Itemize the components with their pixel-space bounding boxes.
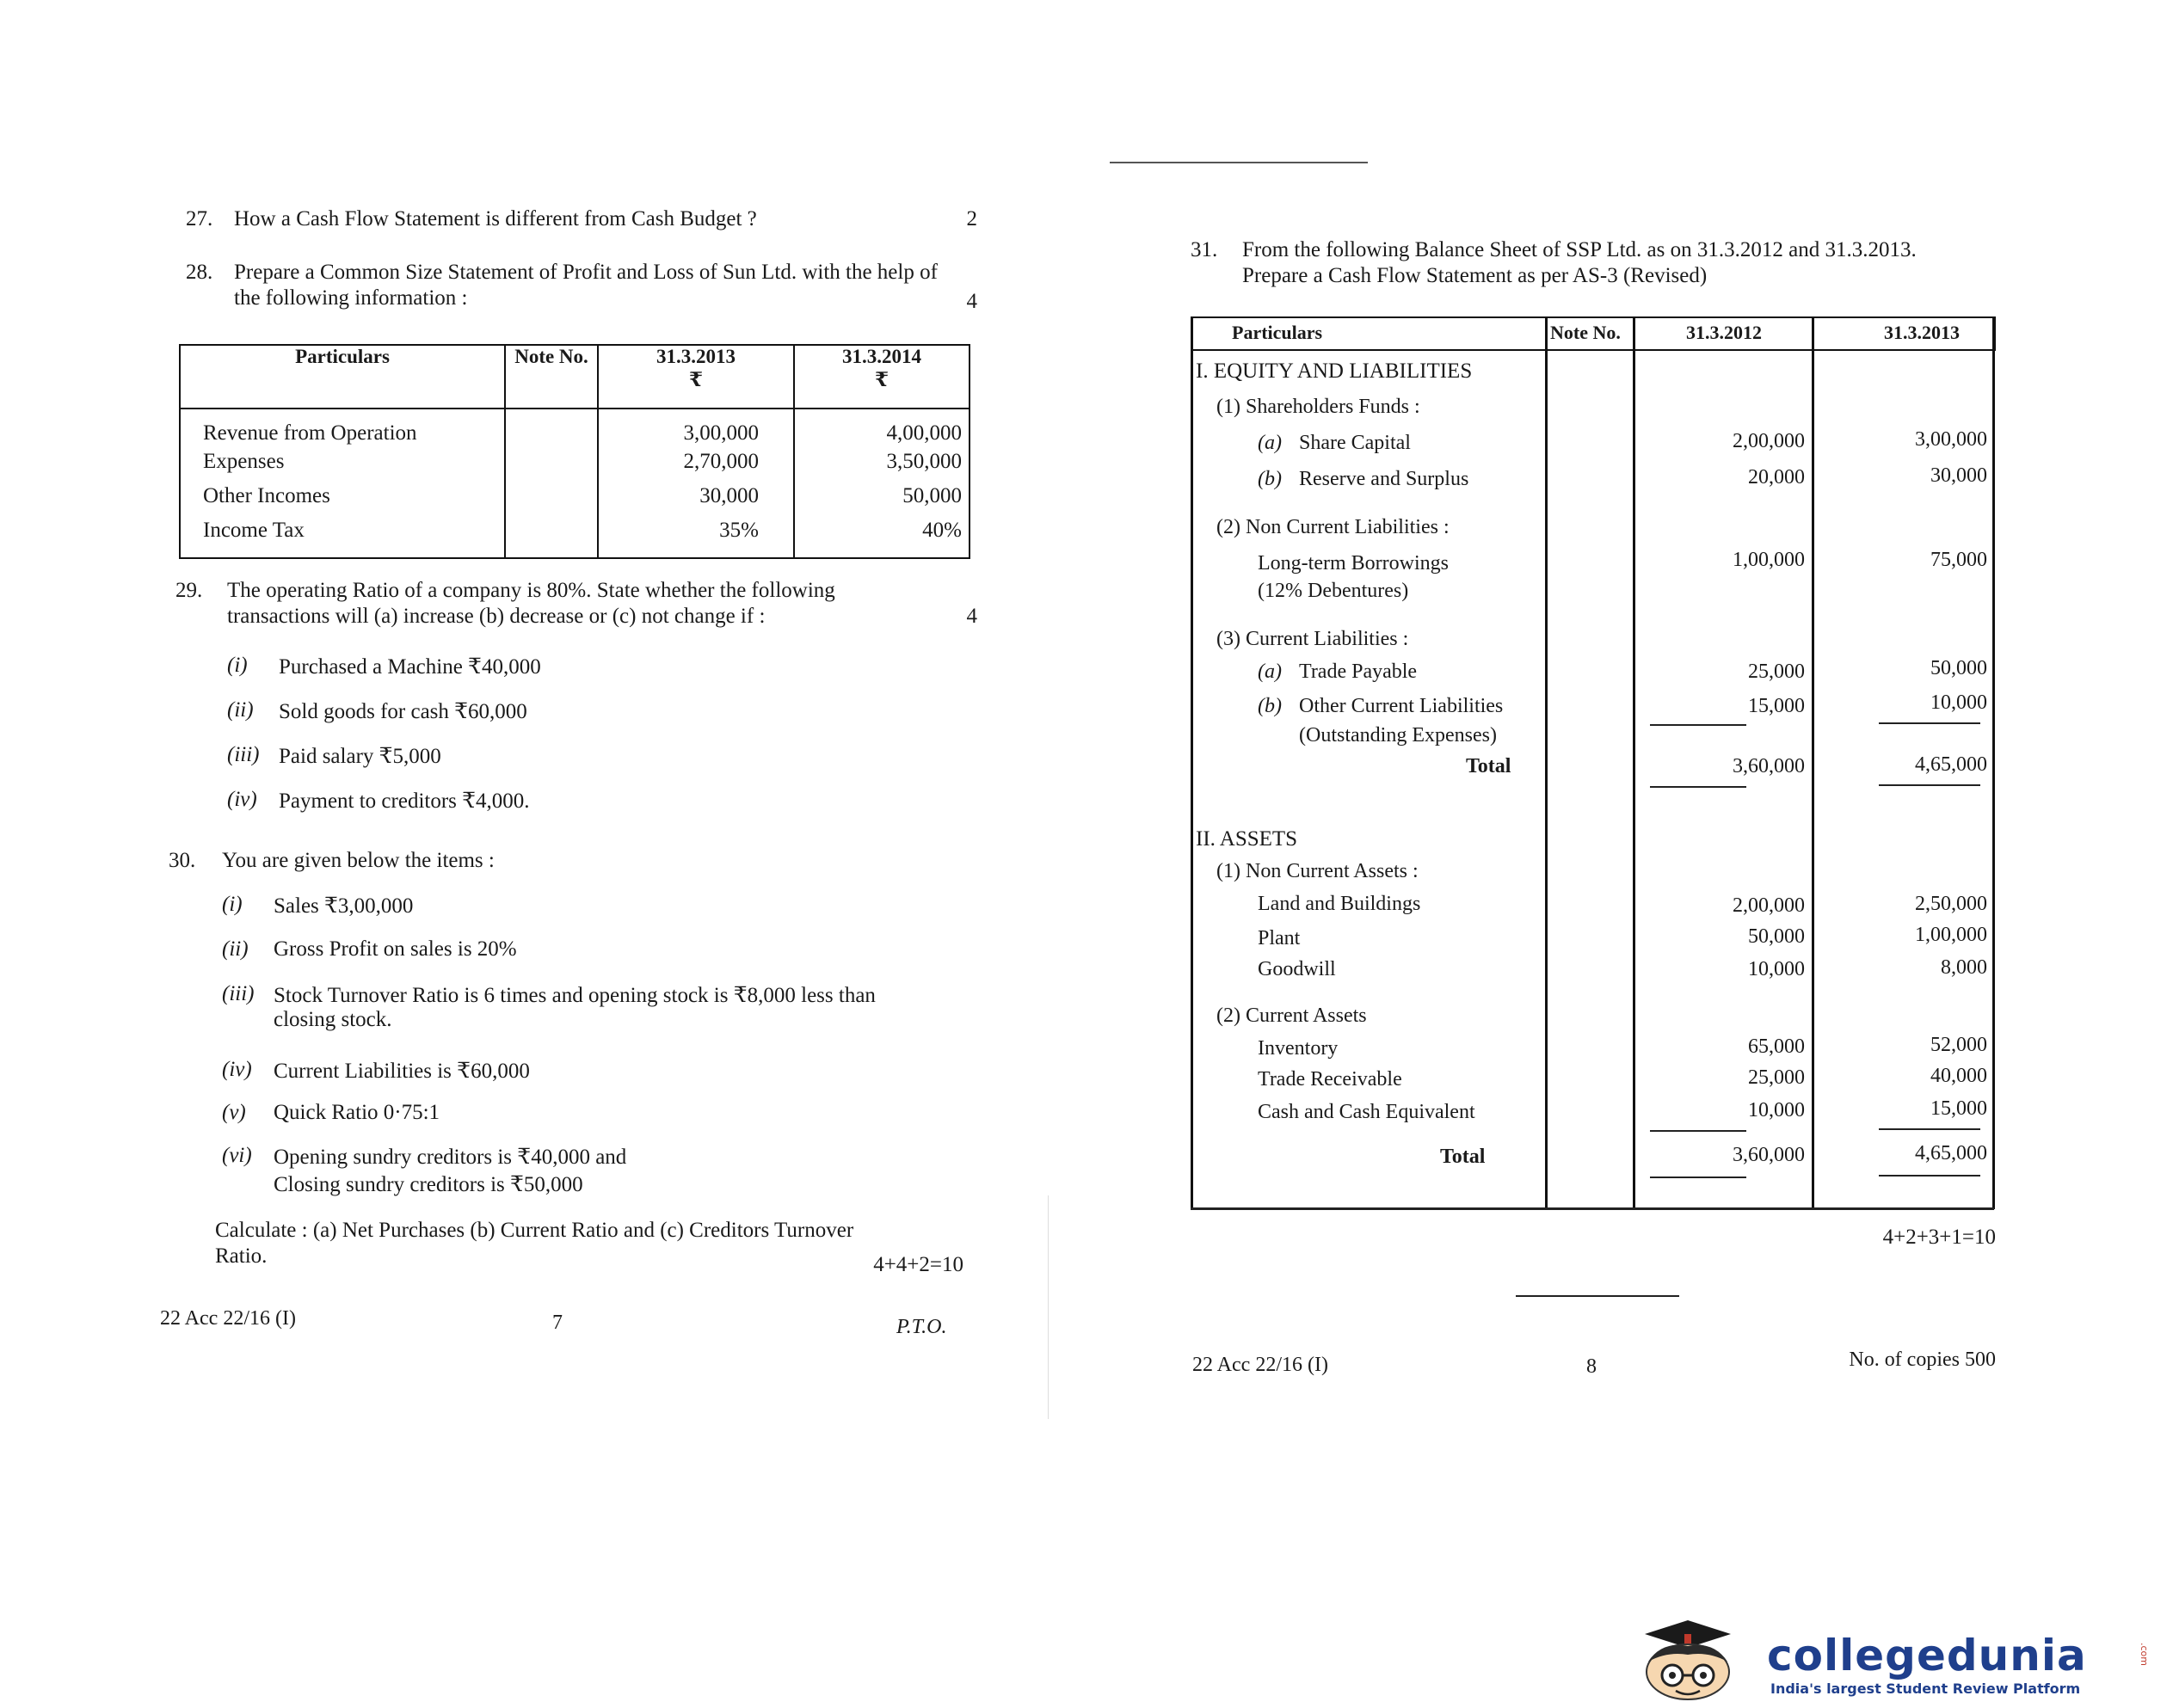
table-row: Other Incomes 30,000 50,000	[180, 484, 970, 519]
table-row: Expenses 2,70,000 3,50,000	[180, 450, 970, 484]
marks: 4	[966, 605, 977, 628]
profit-loss-table	[179, 344, 970, 559]
table-header: Note No.	[505, 345, 598, 409]
copies-label: No. of copies 500	[1849, 1349, 1996, 1371]
table-row: Revenue from Operation 3,00,000 4,00,000	[180, 409, 970, 450]
page-number: 8	[1586, 1355, 1597, 1378]
page-number: 7	[552, 1312, 563, 1334]
question-31: 31. From the following Balance Sheet of SSP Ltd. as on 31.3.2012 and 31.3.2013. Prepare a Cash Flow Statement as per AS-3 (Revised)	[1191, 238, 1917, 287]
marks: 4+2+3+1=10	[1882, 1226, 1996, 1249]
left-page: 27. How a Cash Flow Statement is different from Cash Budget ? 2 28. Prepare a Common Size Statement of Profit and Loss of Sun Ltd. with the help of the following information : 4 Particulars Note No. 31.3.2013 ₹ 31.3.2014 ₹ Revenue from Operation 3,00,000 4,00,000 Expenses 2,70,000 3,50,000 Other Incomes 30,000 50,000 Income Tax 35% 40% 29. The operating Ratio of a company is 80%. State whether the following transactions will (a) increase (b) decrease or (c) not change if : 4 (i) Purchased a Machine ₹40,000 (ii) Sold goods for cash ₹60,000 (iii) Paid salary ₹5,000 (iv) Payment to creditors ₹4,000. 30. You are given below the items : (i) Sales ₹3,00,000 (ii) Gross Profit on sales is 20% (iii) Stock Turnover Ratio is 6 times and opening stock is ₹8,000 less than closing stock. (iv) Current Liabilities is ₹60,000 (v) Quick Ratio 0·75:1 (vi) Opening sundry creditors is ₹40,000 and Closing sundry creditors is ₹50,000 Calculate : (a) Net Purchases (b) Current Ratio and (c) Creditors Turnover Ratio. 4+4+2=10 22 Acc 22/16 (I) 7 P.T.O.	[160, 207, 977, 1338]
table-row: Income Tax 35% 40%	[180, 519, 970, 558]
table-header: 31.3.2013	[1884, 322, 1960, 343]
brand-tagline: India's largest Student Review Platform	[1770, 1680, 2081, 1697]
table-header: Particulars	[1232, 322, 1323, 343]
brand-name: collegedunia	[1767, 1631, 2087, 1680]
divider	[1516, 1295, 1679, 1297]
question-29: 29. The operating Ratio of a company is 80%. State whether the following transactions will (a) increase (b) decrease or (c) not change if : 4	[175, 579, 977, 628]
page-fold	[1048, 1195, 1049, 1419]
section-heading: I. EQUITY AND LIABILITIES	[1196, 359, 1473, 383]
question-28: 28. Prepare a Common Size Statement of Profit and Loss of Sun Ltd. with the help of the following information : 4	[186, 261, 977, 313]
table-header: 31.3.2014 ₹	[794, 345, 970, 409]
table-header: 31.3.2013 ₹	[598, 345, 794, 409]
marks: 4	[966, 290, 977, 313]
table-header: 31.3.2012	[1686, 322, 1762, 343]
table-header: Note No.	[1550, 322, 1621, 343]
brand-logo	[1619, 1617, 2170, 1703]
calculate-instruction: Calculate : (a) Net Purchases (b) Current Ratio and (c) Creditors Turnover Ratio. 4+4+2=10	[215, 1219, 963, 1276]
right-page: 31. From the following Balance Sheet of SSP Ltd. as on 31.3.2012 and 31.3.2013. Prepare a Cash Flow Statement as per AS-3 (Revised) Particulars Note No. 31.3.2012 31.3.2013 I. EQUITY AND LIABILITIES (1) Shareholders Funds : (a) Share Capital 2,00,000 3,00,000 (b) Reserve and Surplus 20,000 30,000 (2) Non Current Liabilities : Long-term Borrowings (12% Debentures) 1,00,000 75,000 (3) Current Liabilities : (a) Trade Payable 25,000 50,000 (b) Other Current Liabilities (Outstanding Expenses) 15,000 10,000 Total 3,60,000 4,65,000 II. ASSETS (1) Non Current Assets : Land and Buildings 2,00,000 2,50,000 Plant 50,000 1,00,000 Goodwill 10,000 8,000 (2) Current Assets Inventory 65,000 52,000 Trade Receivable 25,000 40,000 Cash and Cash Equivalent 10,000 15,000 Total 3,60,000 4,65,000 4+2+3+1=10 22 Acc 22/16 (I) 8 No. of copies 500	[1110, 155, 2022, 1419]
pto-label: P.T.O.	[896, 1316, 947, 1338]
marks: 4+4+2=10	[873, 1253, 963, 1276]
table-header: Particulars	[180, 345, 505, 409]
section-heading: II. ASSETS	[1196, 827, 1298, 851]
brand-suffix: .com	[2139, 1643, 2150, 1666]
mascot-icon	[1619, 1617, 1765, 1703]
paper-code: 22 Acc 22/16 (I)	[160, 1307, 296, 1330]
paper-code: 22 Acc 22/16 (I)	[1192, 1354, 1328, 1376]
divider	[1110, 162, 1368, 163]
marks: 2	[966, 207, 977, 230]
